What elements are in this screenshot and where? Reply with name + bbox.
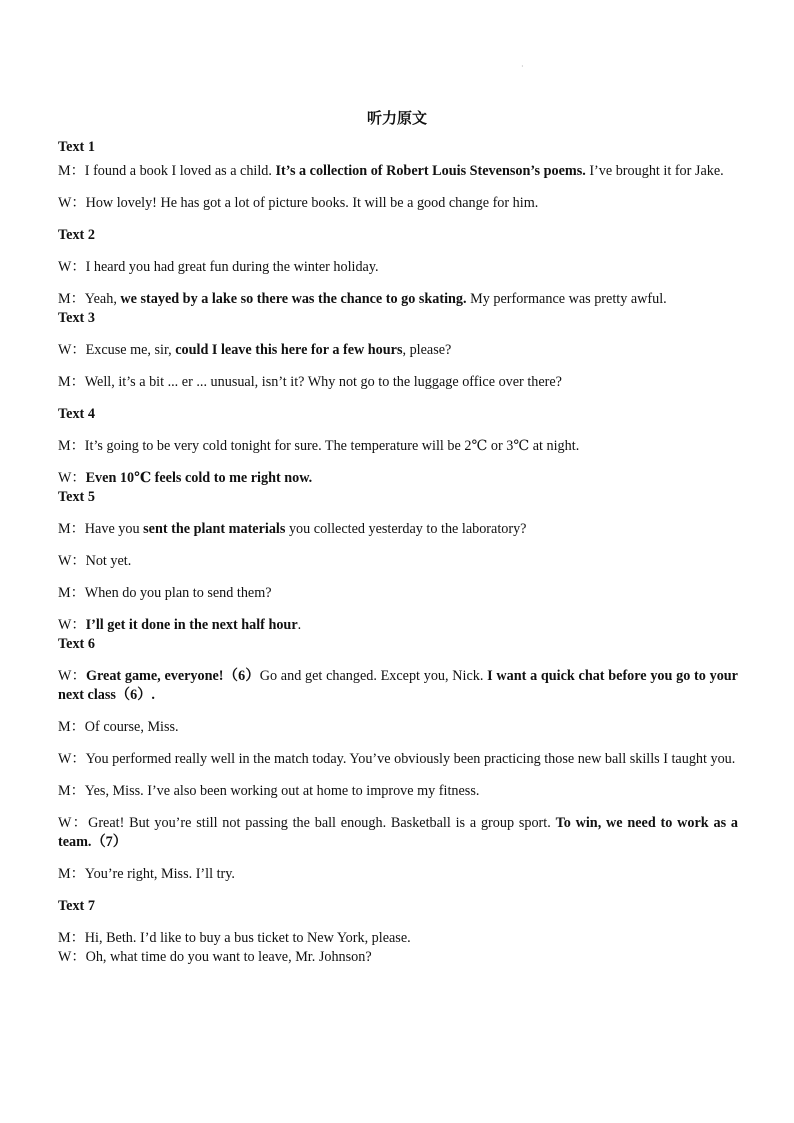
section-label: Text 1 bbox=[58, 139, 95, 155]
line-text: W：Oh, what time do you want to leave, Mr. Johnson? bbox=[58, 949, 372, 965]
line-text: W：Great! But you’re still not passing the ball enough. Basketball is a group sport. bbox=[58, 815, 556, 831]
dialogue-line bbox=[58, 814, 738, 852]
line-text: Go and get changed. Except you, Nick. bbox=[259, 668, 488, 684]
dialogue-line bbox=[58, 194, 738, 213]
section-label: Text 3 bbox=[58, 310, 95, 326]
dialogue-line bbox=[58, 667, 738, 705]
line-text: W： bbox=[58, 617, 86, 633]
dialogue-line bbox=[58, 718, 738, 737]
bold-phrase: we stayed by a lake so there was the chance to go skating. bbox=[120, 291, 467, 307]
line-text: . bbox=[297, 617, 302, 633]
dialogue-line bbox=[58, 437, 738, 456]
line-text: M：Have you bbox=[58, 521, 144, 537]
line-text: W：Excuse me, sir, bbox=[58, 342, 176, 358]
dialogue-line bbox=[58, 929, 738, 948]
dialogue-line bbox=[58, 341, 738, 360]
bold-phrase: Even 10℃ feels cold to me right now. bbox=[85, 470, 313, 486]
line-text: , please? bbox=[402, 342, 452, 358]
line-text: W：Not yet. bbox=[58, 553, 132, 569]
section-label: Text 7 bbox=[58, 898, 95, 914]
section-label: Text 4 bbox=[58, 406, 95, 422]
line-text: M：I found a book I loved as a child. bbox=[58, 163, 276, 179]
line-text: W：You performed really well in the match today. You’ve obviously been practicing those new ball skills I taught you. bbox=[58, 751, 736, 767]
bold-phrase: I want a quick chat before you go to your next class（6）. bbox=[58, 668, 738, 703]
bold-phrase: I’ll get it done in the next half hour bbox=[85, 617, 298, 633]
bold-phrase: could I leave this here for a few hours bbox=[175, 342, 403, 358]
line-text: My performance was pretty awful. bbox=[466, 291, 667, 307]
dialogue-line bbox=[58, 782, 738, 801]
dialogue-line bbox=[58, 258, 738, 277]
dialogue-line bbox=[58, 290, 738, 309]
page-mark: · bbox=[521, 62, 524, 71]
bold-phrase: It’s a collection of Robert Louis Stevenson’s poems. bbox=[275, 163, 586, 179]
line-text: M：Of course, Miss. bbox=[58, 719, 179, 735]
dialogue-line bbox=[58, 865, 738, 884]
line-text: W：How lovely! He has got a lot of picture books. It will be a good change for him. bbox=[58, 195, 539, 211]
bold-phrase: To win, we need to work as a team.（7） bbox=[58, 815, 738, 850]
line-text: M：Well, it’s a bit ... er ... unusual, isn’t it? Why not go to the luggage office over there? bbox=[58, 374, 562, 390]
section-label: Text 6 bbox=[58, 636, 95, 652]
dialogue-line bbox=[58, 520, 738, 539]
line-text: M：Yes, Miss. I’ve also been working out at home to improve my fitness. bbox=[58, 783, 480, 799]
line-text: W： bbox=[58, 470, 86, 486]
page-title: 听力原文 bbox=[366, 109, 427, 127]
dialogue-line bbox=[58, 469, 738, 488]
line-text: W： bbox=[58, 668, 86, 684]
section-label: Text 2 bbox=[58, 227, 95, 243]
transcript-body bbox=[58, 138, 738, 967]
dialogue-line bbox=[58, 948, 738, 967]
line-text: M：You’re right, Miss. I’ll try. bbox=[58, 866, 235, 882]
bold-phrase: sent the plant materials bbox=[143, 521, 286, 537]
line-text: M：When do you plan to send them? bbox=[58, 585, 272, 601]
line-text: M：Yeah, bbox=[58, 291, 121, 307]
bold-phrase: Great game, everyone!（6） bbox=[85, 668, 260, 684]
dialogue-line bbox=[58, 552, 738, 571]
line-text: I’ve brought it for Jake. bbox=[585, 163, 724, 179]
dialogue-line bbox=[58, 616, 738, 635]
dialogue-line bbox=[58, 584, 738, 603]
line-text: M：Hi, Beth. I’d like to buy a bus ticket to New York, please. bbox=[58, 930, 411, 946]
line-text: W：I heard you had great fun during the winter holiday. bbox=[58, 259, 379, 275]
dialogue-line bbox=[58, 750, 738, 769]
dialogue-line bbox=[58, 162, 738, 181]
section-label: Text 5 bbox=[58, 489, 95, 505]
line-text: M：It’s going to be very cold tonight for sure. The temperature will be 2℃ or 3℃ at night. bbox=[58, 438, 580, 454]
dialogue-line bbox=[58, 373, 738, 392]
line-text: you collected yesterday to the laboratory? bbox=[285, 521, 527, 537]
